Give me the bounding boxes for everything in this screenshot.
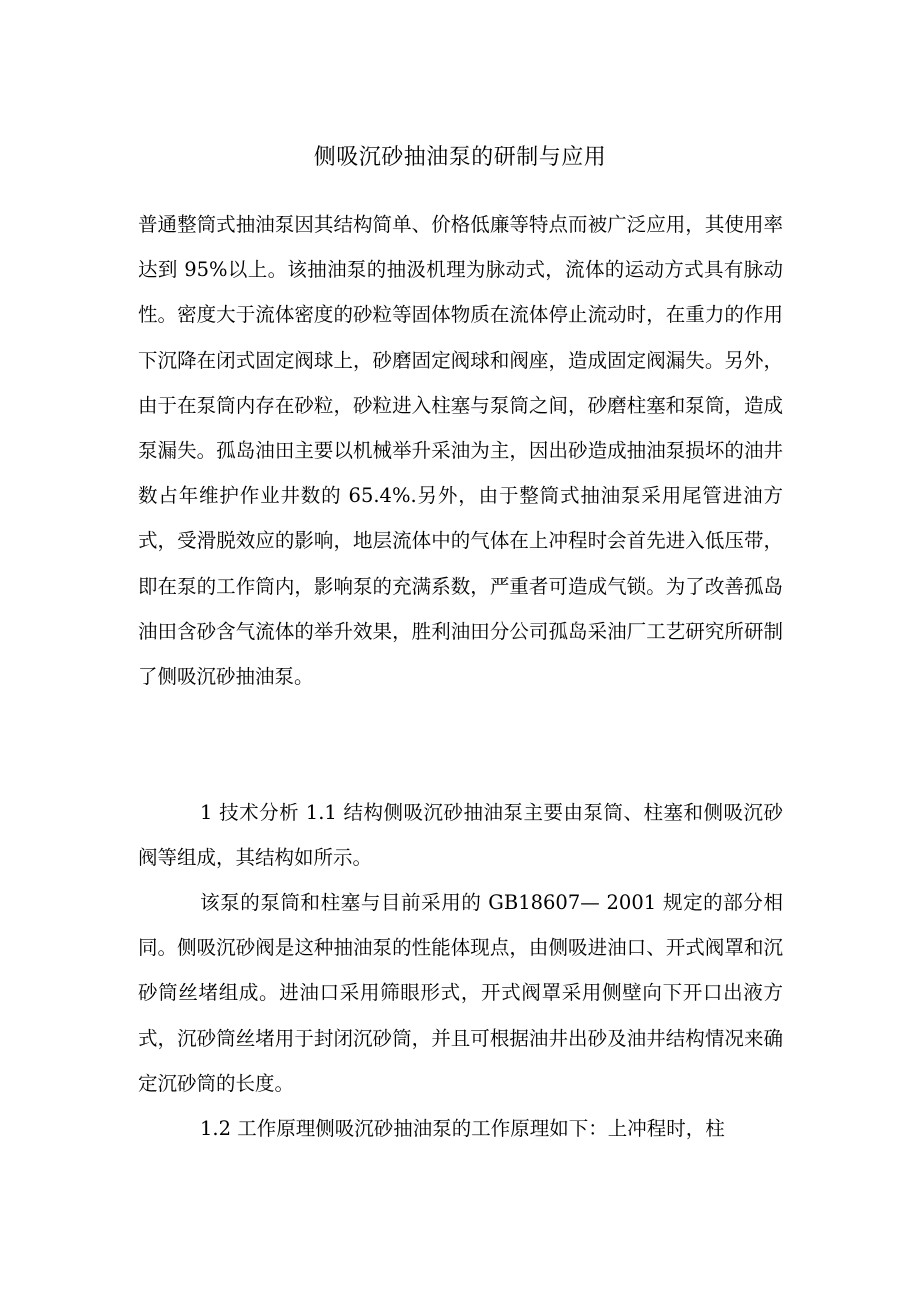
document-title: 侧吸沉砂抽油泵的研制与应用	[313, 145, 607, 170]
paragraph-intro: 普通整筒式抽油泵因其结构简单、价格低廉等特点而被广泛应用，其使用率达到 95%以上。该抽油泵的抽汲机理为脉动式，流体的运动方式具有脉动性。密度大于流体密度的砂粒等固体物质在流体停止流动时，在重力的作用下沉降在闭式固定阀球上，砂磨固定阀球和阀座，造成固定阀漏失。另外，由于在泵筒内存在砂粒，砂粒进入柱塞与泵筒之间，砂磨柱塞和泵筒，造成泵漏失。孤岛油田主要以机械举升采油为主，因出砂造成抽油泵损坏的油井数占年维护作业井数的 65.4%.另外，由于整筒式抽油泵采用尾管进油方式，受滑脱效应的影响，地层流体中的气体在上冲程时会首先进入低压带，即在泵的工作筒内，影响泵的充满系数，严重者可造成气锁。为了改善孤岛油田含砂含气流体的举升效果，胜利油田分公司孤岛采油厂工艺研究所研制了侧吸沉砂抽油泵。	[138, 213, 783, 689]
paragraph-working-principle: 1.2 工作原理侧吸沉砂抽油泵的工作原理如下：上冲程时，柱	[200, 1117, 725, 1140]
paragraph-technical-analysis: 1 技术分析 1.1 结构侧吸沉砂抽油泵主要由泵筒、柱塞和侧吸沉砂阀等组成，其结构如所示。	[138, 801, 783, 870]
paragraph-pump-components: 该泵的泵筒和柱塞与目前采用的 GB18607— 2001 规定的部分相同。侧吸沉砂阀是这种抽油泵的性能体现点，由侧吸进油口、开式阀罩和沉砂筒丝堵组成。进油口采用筛眼形式，开式阀罩采用侧壁向下开口出液方式，沉砂筒丝堵用于封闭沉砂筒，并且可根据油井出砂及油井结构情况来确定沉砂筒的长度。	[138, 891, 783, 1095]
